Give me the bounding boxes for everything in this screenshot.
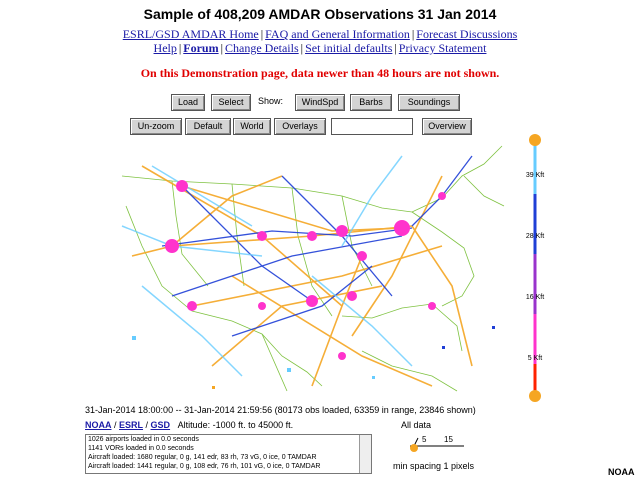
link-esrl[interactable]: ESRL: [119, 420, 144, 430]
link-amdar-home[interactable]: ESRL/GSD AMDAR Home: [122, 27, 259, 41]
link-faq[interactable]: FAQ and General Information: [265, 27, 410, 41]
windspd-button[interactable]: WindSpd: [295, 94, 345, 111]
log-line: Aircraft loaded: 1680 regular, 0 g, 141 edr, 83 rh, 73 vG, 0 ice, 0 TAMDAR: [88, 454, 317, 461]
altitude-line: NOAA / ESRL / GSD Altitude: -1000 ft. to 45000 ft.: [85, 420, 294, 430]
log-line: Aircraft loaded: 1441 regular, 0 g, 108 edr, 76 rh, 101 vG, 0 ice, 0 TAMDAR: [88, 463, 321, 470]
log-line: 1026 airports loaded in 0.0 seconds: [88, 436, 199, 443]
map-background: [112, 136, 512, 402]
default-button[interactable]: Default: [185, 118, 231, 135]
noaa-brand: NOAA: [608, 467, 635, 477]
link-change-details[interactable]: Change Details: [225, 41, 299, 55]
altitude-label-28: 28 Kft: [525, 233, 545, 240]
altitude-label-5: 5 Kft: [527, 355, 543, 362]
show-label: Show:: [258, 96, 284, 106]
world-button[interactable]: World: [233, 118, 271, 135]
altitude-top-handle[interactable]: [529, 134, 541, 146]
load-button[interactable]: Load: [171, 94, 205, 111]
status-line: 31-Jan-2014 18:00:00 -- 31-Jan-2014 21:59:56 (80173 obs loaded, 63359 in range, 23846 shown): [85, 405, 476, 415]
log-line: 1141 VORs loaded in 0.0 seconds: [88, 445, 194, 452]
min-spacing-label: min spacing 1 pixels: [393, 461, 475, 471]
select-button[interactable]: Select: [211, 94, 251, 111]
barbs-button[interactable]: Barbs: [350, 94, 392, 111]
soundings-button[interactable]: Soundings: [398, 94, 460, 111]
page-title: Sample of 408,209 AMDAR Observations 31 Jan 2014: [143, 6, 497, 22]
barb-value-15: 15: [444, 435, 453, 444]
unzoom-button[interactable]: Un-zoom: [130, 118, 182, 135]
link-set-defaults[interactable]: Set initial defaults: [305, 41, 393, 55]
altitude-scale[interactable]: [514, 134, 560, 402]
barb-scale: [408, 432, 468, 456]
altitude-label-16: 16 Kft: [525, 294, 545, 301]
link-privacy[interactable]: Privacy Statement: [398, 41, 487, 55]
nav-links: ESRL/GSD AMDAR Home | FAQ and General Information | Forecast Discussions Help | Forum | Change Details | Set initial defaults | Privacy Statement: [122, 27, 518, 55]
log-textarea[interactable]: [85, 434, 372, 474]
amdar-map[interactable]: [112, 136, 512, 402]
altitude-label-39: 39 Kft: [525, 172, 545, 179]
altitude-bottom-handle[interactable]: [529, 390, 541, 402]
link-gsd[interactable]: GSD: [150, 420, 171, 430]
link-forecast-discussions[interactable]: Forecast Discussions: [416, 27, 518, 41]
link-help[interactable]: Help: [153, 41, 177, 55]
log-scrollbar[interactable]: [359, 435, 371, 473]
barb-value-5: 5: [422, 435, 427, 444]
overview-button[interactable]: Overview: [422, 118, 472, 135]
link-forum[interactable]: Forum: [183, 41, 219, 55]
overlays-button[interactable]: Overlays: [274, 118, 326, 135]
demo-warning: On this Demonstration page, data newer than 48 hours are not shown.: [140, 66, 500, 80]
all-data-label: All data: [401, 420, 432, 430]
location-input[interactable]: [331, 118, 413, 135]
link-noaa[interactable]: NOAA: [85, 420, 112, 430]
altitude-range-text: Altitude: -1000 ft. to 45000 ft.: [177, 420, 294, 430]
